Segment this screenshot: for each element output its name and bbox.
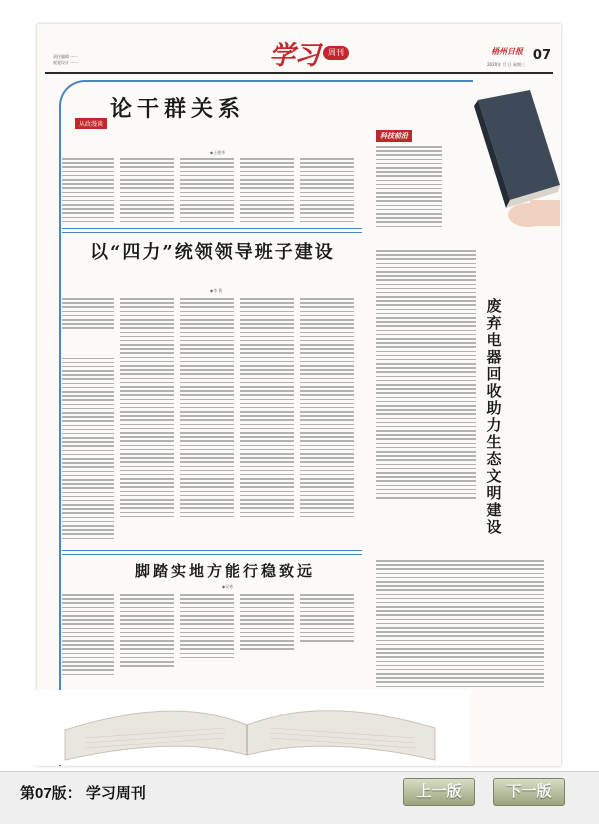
article-divider-2 — [62, 550, 362, 555]
article1-column-2 — [120, 158, 174, 225]
section-logo-badge: 周刊 — [323, 46, 349, 60]
header-editor-info — [53, 54, 163, 66]
page-number: 07 — [532, 48, 551, 63]
article2-column-5 — [300, 298, 354, 520]
article3-column-5 — [300, 594, 354, 644]
edition-label: 第07版： 学习周刊 — [20, 785, 146, 802]
article3-column-3 — [180, 594, 234, 661]
right-column-bottom — [376, 560, 544, 690]
header-editor-line: 责任编辑 ······ — [53, 54, 78, 59]
article-title-2: 以“四力”统领领导班子建设 — [90, 242, 335, 263]
article-title-3: 脚踏实地方能行稳致远 — [135, 562, 316, 580]
article1-column-4 — [240, 158, 294, 225]
article1-column-5 — [300, 158, 354, 225]
article-byline-2: ◆李 隽 — [210, 288, 223, 293]
page-header — [45, 32, 553, 74]
article2-column-2 — [120, 298, 174, 520]
next-page-button[interactable]: 下一版 — [493, 778, 565, 806]
article3-column-4 — [240, 594, 294, 653]
article-divider-1 — [62, 228, 362, 233]
article2-column-3 — [180, 298, 234, 520]
article-byline-1: ◆王德华 — [210, 150, 226, 155]
article2-column-4 — [240, 298, 294, 520]
newspaper-brand: 梧州日报 — [491, 47, 523, 56]
article1-column-1 — [62, 158, 114, 225]
article3-column-1 — [62, 594, 114, 678]
right-section-tag: 科技前沿 — [376, 130, 412, 142]
article1-column-3 — [180, 158, 234, 225]
article2-column-1 — [62, 298, 114, 542]
header-designer-line: 视觉设计 ······ — [53, 60, 78, 65]
article-title-1: 论干群关系 — [110, 96, 246, 122]
article-byline-3: ◆吴寒 — [222, 584, 234, 589]
right-column-main — [376, 250, 476, 501]
right-vertical-title: 废弃电器回收助力生态文明建设 — [486, 297, 502, 536]
open-book-photo — [25, 690, 470, 765]
section-logo: 学习 — [269, 41, 320, 71]
right-column-top — [376, 146, 442, 230]
section-tag: 从政漫谈 — [75, 118, 107, 129]
article3-column-2 — [120, 594, 174, 669]
book-illustration — [470, 90, 562, 230]
header-date: 2020年 月 日 星期三 — [487, 62, 525, 67]
previous-page-button[interactable]: 上一版 — [403, 778, 475, 806]
